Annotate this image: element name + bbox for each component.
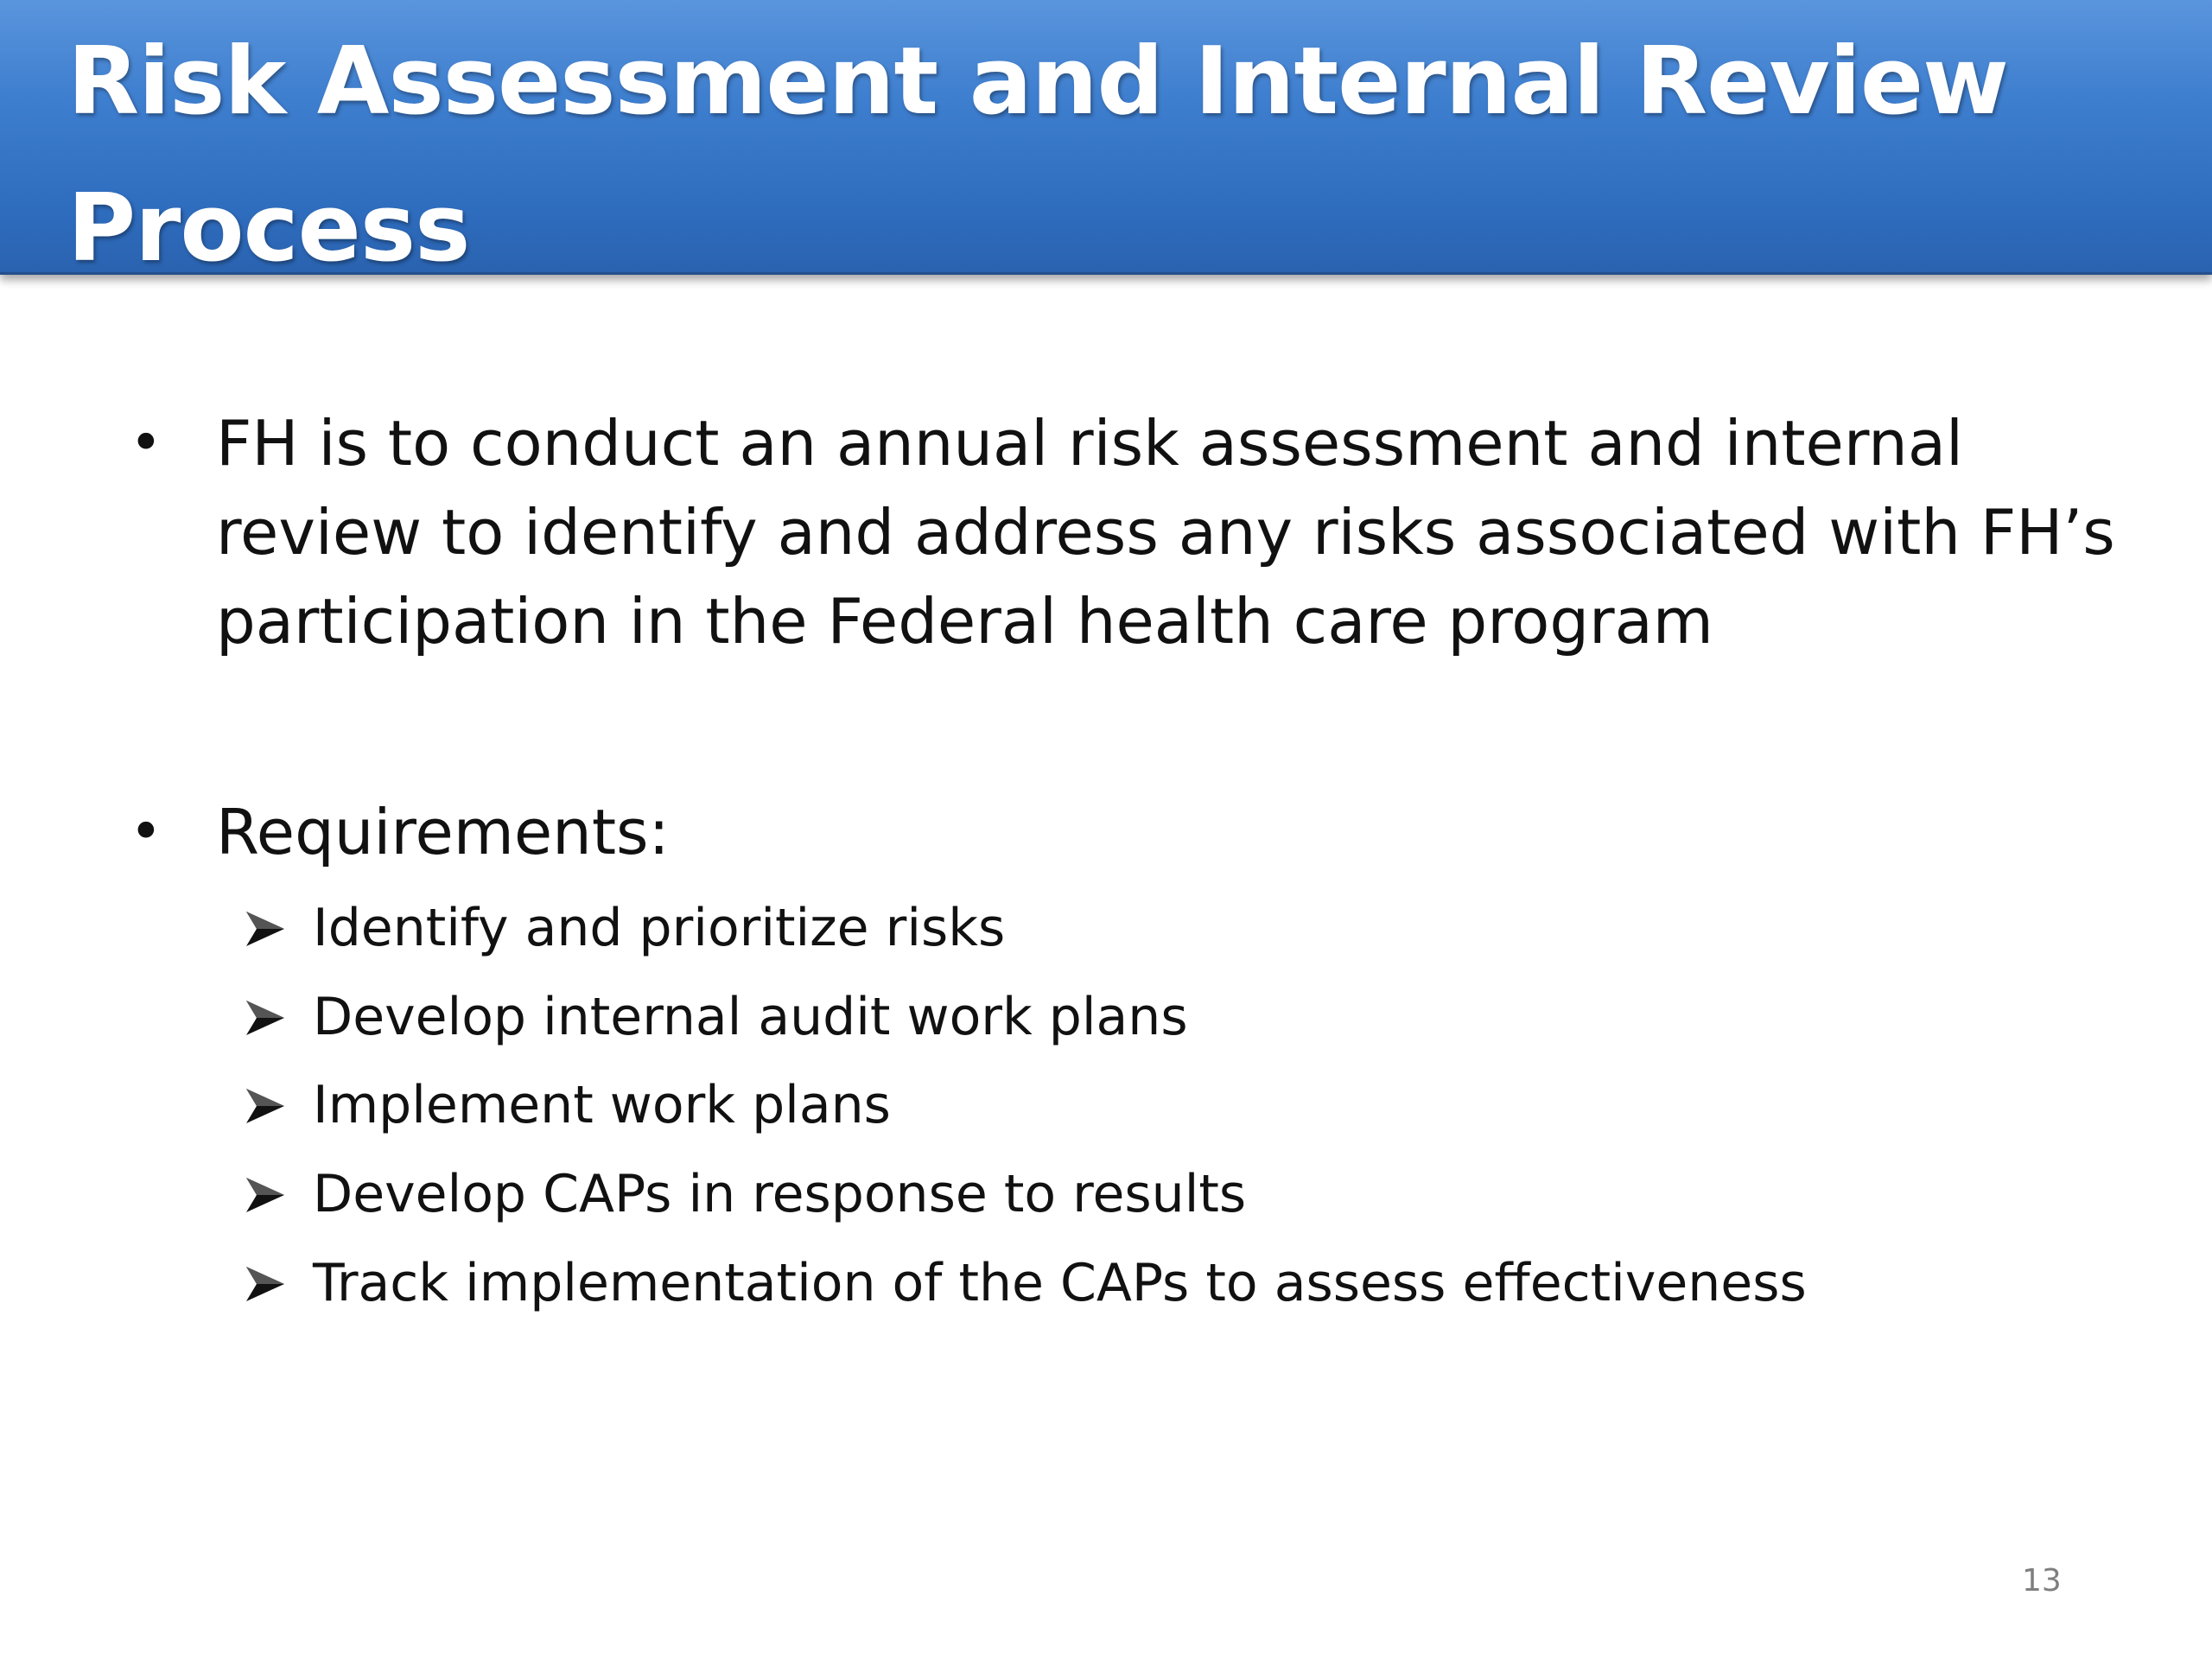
- bullet-marker: •: [130, 800, 162, 864]
- arrowhead-bullet-icon: [245, 910, 286, 948]
- arrowhead-bullet-icon: [245, 1087, 286, 1125]
- requirement-text: Identify and prioritize risks: [313, 898, 1006, 958]
- bullet-item-requirements: [130, 788, 2117, 877]
- bullet-item-annual-review: [130, 399, 2117, 676]
- requirement-item: [245, 884, 2145, 973]
- requirement-text: Track implementation of the CAPs to assess effectiveness: [313, 1253, 1807, 1313]
- requirement-item: [245, 1239, 2145, 1328]
- requirement-text: Implement work plans: [313, 1075, 891, 1135]
- bullet-text: Requirements:: [216, 796, 670, 868]
- bullet-marker: •: [130, 411, 162, 475]
- arrowhead-bullet-icon: [245, 999, 286, 1037]
- slide-title: Risk Assessment and Internal Review Process: [67, 28, 2008, 283]
- requirement-text: Develop CAPs in response to results: [313, 1164, 1247, 1224]
- requirement-item: [245, 1061, 2145, 1150]
- requirement-text: Develop internal audit work plans: [313, 987, 1188, 1047]
- page-number: 13: [2022, 1563, 2062, 1599]
- requirement-item: [245, 973, 2145, 1062]
- arrowhead-bullet-icon: [245, 1176, 286, 1214]
- arrowhead-bullet-icon: [245, 1265, 286, 1303]
- requirement-item: [245, 1150, 2145, 1239]
- bullet-text: FH is to conduct an annual risk assessment and internal review to identify and address any risks associated with FH’s participation in the Federal health care program: [216, 407, 2115, 658]
